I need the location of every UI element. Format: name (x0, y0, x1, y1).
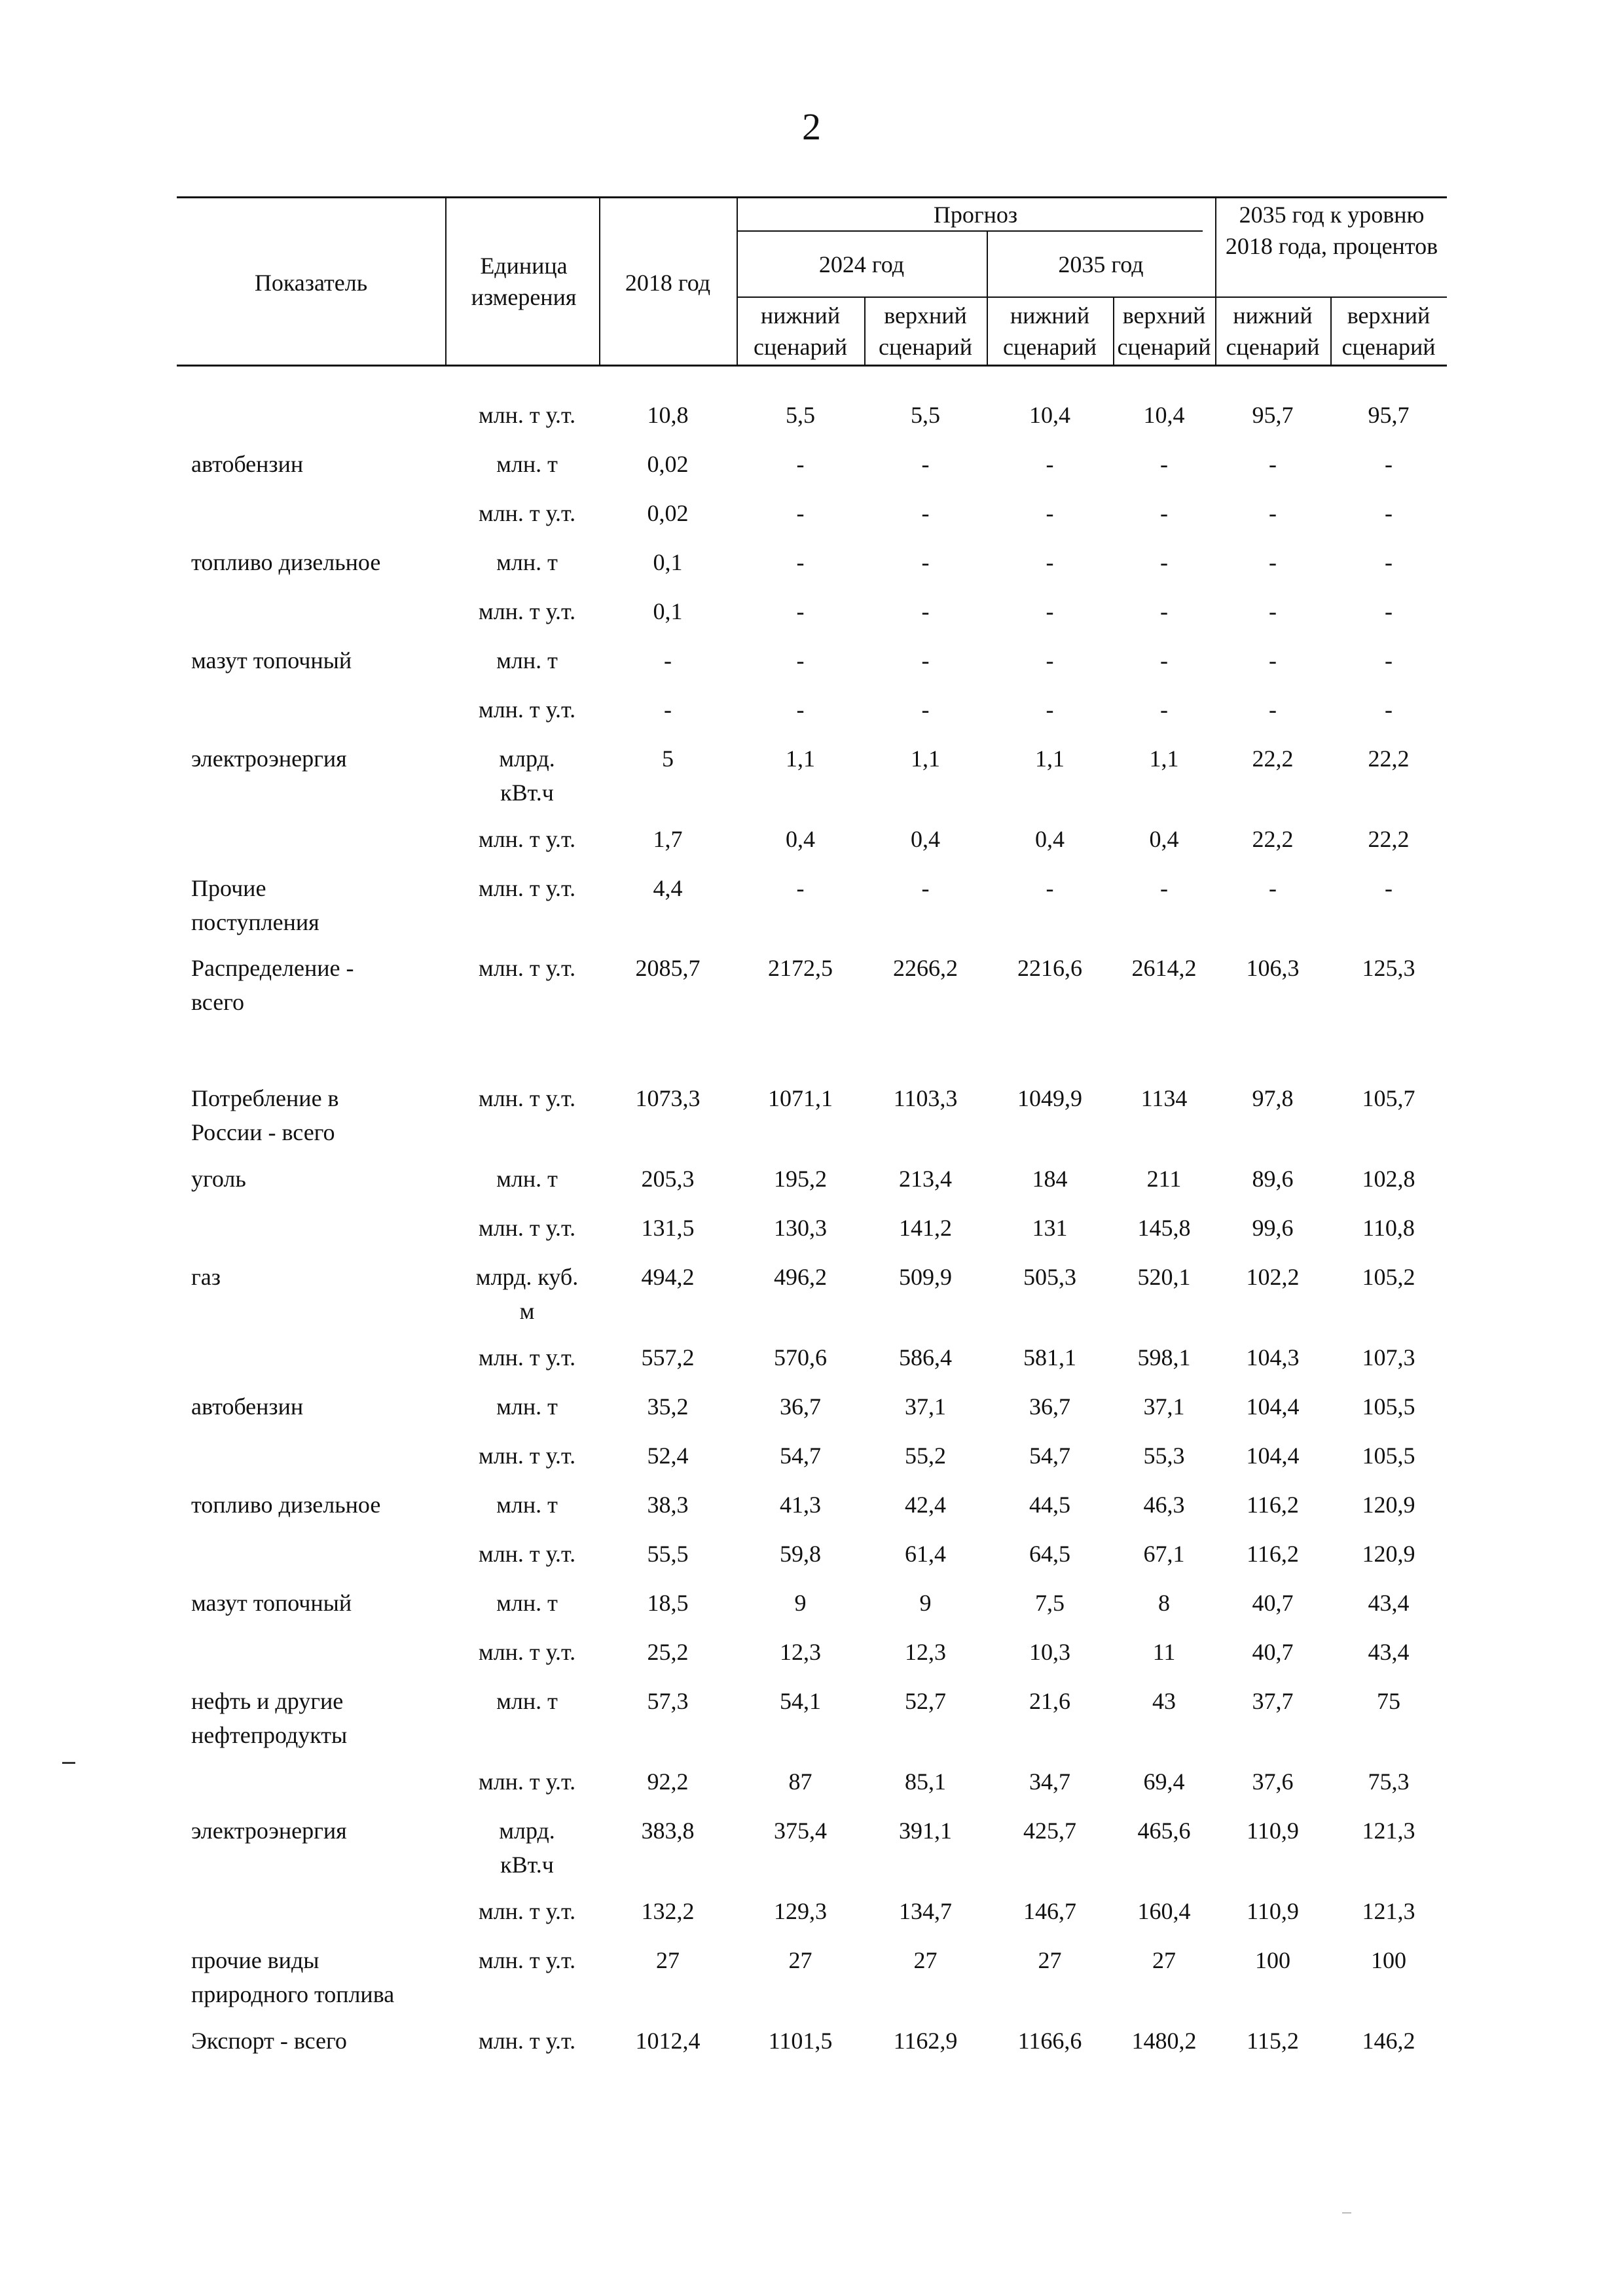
cell-lpct: 104,3 (1246, 1344, 1300, 1371)
cell-l2035: 54,7 (1029, 1443, 1070, 1469)
row-unit: млн. т у.т. (478, 1639, 576, 1665)
cell-u2035: 10,4 (1143, 402, 1185, 428)
cell-u2035: - (1160, 875, 1168, 901)
cell-lpct: 106,3 (1246, 955, 1300, 981)
cell-l2035: 27 (1038, 1947, 1062, 1973)
year-subrule (737, 296, 1447, 298)
header-upper: верхний сценарий (1117, 302, 1211, 360)
cell-l2024: 1,1 (786, 745, 815, 772)
cell-l2024: 130,3 (774, 1215, 827, 1241)
cell-l2035: 10,4 (1029, 402, 1070, 428)
cell-u2024: 12,3 (905, 1639, 946, 1665)
row-unit: млн. т у.т. (478, 1443, 576, 1469)
cell-l2024: - (796, 500, 805, 526)
cell-v2018: 57,3 (647, 1688, 689, 1714)
header-lower: нижний сценарий (1226, 302, 1320, 360)
cell-u2024: - (921, 598, 930, 624)
cell-l2024: 375,4 (774, 1818, 827, 1844)
cell-u2024: 586,4 (899, 1344, 952, 1371)
cell-lpct: 116,2 (1247, 1492, 1299, 1518)
row-label: мазут топочный (191, 647, 352, 673)
row-label: Экспорт - всего (191, 2028, 347, 2054)
row-unit: млн. т (496, 647, 558, 673)
cell-v2018: 4,4 (653, 875, 683, 901)
header-2018: 2018 год (625, 270, 711, 296)
header-ratio: 2035 год к уровню 2018 года, процентов (1225, 202, 1438, 259)
cell-v2018: 92,2 (647, 1768, 689, 1795)
forecast-subrule (737, 230, 1203, 232)
row-label: автобензин (191, 1393, 304, 1420)
cell-u2035: - (1160, 549, 1168, 575)
cell-upct: 105,5 (1362, 1443, 1415, 1469)
cell-v2018: - (664, 647, 672, 673)
cell-u2024: 391,1 (899, 1818, 952, 1844)
cell-upct: 110,8 (1362, 1215, 1415, 1241)
cell-v2018: 5 (662, 745, 674, 772)
margin-mark (62, 1762, 75, 1764)
row-unit: млрд. куб. м (475, 1264, 579, 1324)
cell-u2035: 55,3 (1143, 1443, 1185, 1469)
cell-u2035: - (1160, 647, 1168, 673)
cell-u2024: - (921, 451, 930, 477)
cell-v2018: 27 (656, 1947, 680, 1973)
cell-upct: - (1385, 500, 1393, 526)
cell-v2018: 557,2 (641, 1344, 695, 1371)
cell-u2024: - (921, 696, 930, 723)
cell-lpct: 97,8 (1252, 1085, 1294, 1111)
cell-u2035: 0,4 (1149, 826, 1179, 852)
cell-lpct: - (1269, 696, 1277, 723)
row-label: электроэнергия (191, 745, 347, 772)
cell-v2018: 0,1 (653, 598, 683, 624)
cell-u2024: 9 (919, 1590, 932, 1616)
cell-l2035: 1166,6 (1017, 2028, 1082, 2054)
cell-u2035: 145,8 (1137, 1215, 1191, 1241)
cell-v2018: 18,5 (647, 1590, 689, 1616)
cell-u2035: 465,6 (1137, 1818, 1191, 1844)
cell-v2018: 0,1 (653, 549, 683, 575)
cell-u2024: 37,1 (905, 1393, 946, 1420)
cell-l2035: - (1046, 647, 1054, 673)
cell-v2018: 383,8 (641, 1818, 695, 1844)
row-unit: млн. т (496, 1166, 558, 1192)
cell-u2024: 52,7 (905, 1688, 946, 1714)
cell-lpct: 37,7 (1252, 1688, 1294, 1714)
cell-u2024: 509,9 (899, 1264, 952, 1290)
cell-upct: 75,3 (1368, 1768, 1410, 1795)
row-unit: млн. т у.т. (478, 1215, 576, 1241)
cell-u2024: 5,5 (911, 402, 940, 428)
cell-lpct: 40,7 (1252, 1590, 1294, 1616)
page-number: 2 (802, 105, 821, 148)
cell-v2018: 38,3 (647, 1492, 689, 1518)
cell-upct: 107,3 (1362, 1344, 1415, 1371)
cell-l2024: 0,4 (786, 826, 815, 852)
cell-u2035: 520,1 (1137, 1264, 1191, 1290)
cell-v2018: 2085,7 (635, 955, 701, 981)
cell-l2024: 12,3 (780, 1639, 821, 1665)
row-unit: млн. т у.т. (478, 402, 576, 428)
row-label: прочие виды природного топлива (191, 1947, 395, 2007)
cell-upct: 121,3 (1362, 1818, 1415, 1844)
row-unit: млн. т у.т. (478, 875, 576, 901)
header-2024: 2024 год (818, 251, 905, 278)
row-unit: млн. т (496, 1590, 558, 1616)
row-unit: млн. т у.т. (478, 1947, 576, 1973)
cell-lpct: - (1269, 549, 1277, 575)
cell-upct: - (1385, 549, 1393, 575)
row-unit: млн. т (496, 1393, 558, 1420)
row-unit: млн. т у.т. (478, 598, 576, 624)
cell-l2035: - (1046, 500, 1054, 526)
cell-v2018: 0,02 (647, 500, 689, 526)
cell-v2018: 205,3 (641, 1166, 695, 1192)
row-unit: млн. т у.т. (478, 1768, 576, 1795)
cell-lpct: - (1269, 647, 1277, 673)
header-2035: 2035 год (1058, 251, 1144, 278)
cell-l2035: 36,7 (1029, 1393, 1070, 1420)
cell-u2024: 27 (913, 1947, 938, 1973)
cell-l2035: - (1046, 875, 1054, 901)
cell-v2018: 1073,3 (635, 1085, 701, 1111)
cell-u2024: - (921, 647, 930, 673)
cell-lpct: 22,2 (1252, 826, 1294, 852)
cell-upct: 105,5 (1362, 1393, 1415, 1420)
cell-l2024: - (796, 451, 805, 477)
cell-l2035: 425,7 (1023, 1818, 1076, 1844)
cell-l2035: 34,7 (1029, 1768, 1070, 1795)
cell-l2035: 505,3 (1023, 1264, 1076, 1290)
row-unit: млн. т у.т. (478, 500, 576, 526)
cell-u2035: 46,3 (1143, 1492, 1185, 1518)
cell-lpct: 116,2 (1247, 1541, 1299, 1567)
cell-v2018: 10,8 (647, 402, 689, 428)
cell-upct: - (1385, 598, 1393, 624)
row-label: нефть и другие нефтепродукты (191, 1688, 348, 1748)
cell-l2024: 87 (788, 1768, 812, 1795)
cell-l2035: 184 (1032, 1166, 1068, 1192)
cell-l2024: 54,1 (780, 1688, 821, 1714)
cell-u2035: 67,1 (1143, 1541, 1185, 1567)
cell-lpct: 104,4 (1246, 1393, 1300, 1420)
cell-l2024: 1101,5 (768, 2028, 833, 2054)
cell-u2024: 2266,2 (893, 955, 958, 981)
cell-u2035: 1,1 (1149, 745, 1179, 772)
header-upper: верхний сценарий (1341, 302, 1436, 360)
cell-l2024: 1071,1 (768, 1085, 833, 1111)
cell-l2035: 581,1 (1023, 1344, 1076, 1371)
cell-u2024: 0,4 (911, 826, 940, 852)
row-unit: млн. т у.т. (478, 1085, 576, 1111)
cell-lpct: 100 (1255, 1947, 1290, 1973)
cell-v2018: 35,2 (647, 1393, 689, 1420)
header-forecast: Прогноз (933, 202, 1018, 228)
cell-u2035: - (1160, 696, 1168, 723)
cell-u2024: 42,4 (905, 1492, 946, 1518)
cell-u2024: 213,4 (899, 1166, 952, 1192)
cell-u2035: 37,1 (1143, 1393, 1185, 1420)
row-unit: млн. т (496, 1688, 558, 1714)
cell-l2024: 496,2 (774, 1264, 827, 1290)
cell-l2035: - (1046, 549, 1054, 575)
cell-u2035: 69,4 (1143, 1768, 1185, 1795)
header-lower: нижний сценарий (754, 302, 847, 360)
scan-speck (1342, 2212, 1351, 2214)
cell-l2024: 27 (788, 1947, 812, 1973)
cell-l2035: 10,3 (1029, 1639, 1070, 1665)
cell-l2024: - (796, 696, 805, 723)
cell-l2024: 54,7 (780, 1443, 821, 1469)
row-unit: млн. т у.т. (478, 696, 576, 723)
cell-lpct: 22,2 (1252, 745, 1294, 772)
cell-lpct: 110,9 (1247, 1898, 1299, 1924)
cell-lpct: - (1269, 451, 1277, 477)
cell-upct: - (1385, 647, 1393, 673)
cell-u2024: 141,2 (899, 1215, 952, 1241)
cell-l2024: - (796, 875, 805, 901)
cell-l2024: 36,7 (780, 1393, 821, 1420)
row-unit: млрд. кВт.ч (499, 1818, 555, 1878)
cell-v2018: - (664, 696, 672, 723)
cell-u2035: 43 (1152, 1688, 1176, 1714)
cell-v2018: 55,5 (647, 1541, 689, 1567)
cell-u2035: 2614,2 (1131, 955, 1197, 981)
cell-l2024: 59,8 (780, 1541, 821, 1567)
cell-v2018: 52,4 (647, 1443, 689, 1469)
cell-u2024: 134,7 (899, 1898, 952, 1924)
row-label: Потребление в России - всего (191, 1085, 339, 1145)
row-label: электроэнергия (191, 1818, 347, 1844)
row-label: Прочие поступления (191, 875, 319, 935)
cell-upct: 22,2 (1368, 826, 1410, 852)
cell-lpct: 40,7 (1252, 1639, 1294, 1665)
cell-u2035: 1480,2 (1131, 2028, 1197, 2054)
cell-l2024: 129,3 (774, 1898, 827, 1924)
cell-lpct: - (1269, 875, 1277, 901)
cell-u2035: 27 (1152, 1947, 1176, 1973)
cell-l2035: - (1046, 598, 1054, 624)
header-upper: верхний сценарий (879, 302, 972, 360)
cell-lpct: 89,6 (1252, 1166, 1294, 1192)
cell-upct: 100 (1371, 1947, 1406, 1973)
cell-u2035: 1134 (1140, 1085, 1188, 1111)
cell-v2018: 1012,4 (635, 2028, 701, 2054)
cell-l2024: - (796, 647, 805, 673)
cell-l2035: 146,7 (1023, 1898, 1076, 1924)
cell-lpct: 110,9 (1247, 1818, 1299, 1844)
cell-l2035: 21,6 (1029, 1688, 1070, 1714)
cell-lpct: 99,6 (1252, 1215, 1294, 1241)
cell-l2035: - (1046, 696, 1054, 723)
cell-l2024: 41,3 (780, 1492, 821, 1518)
cell-l2035: 64,5 (1029, 1541, 1070, 1567)
cell-u2024: 1,1 (911, 745, 940, 772)
cell-lpct: - (1269, 598, 1277, 624)
cell-upct: 22,2 (1368, 745, 1410, 772)
cell-u2035: 211 (1146, 1166, 1182, 1192)
cell-upct: 105,2 (1362, 1264, 1415, 1290)
cell-l2035: 1049,9 (1017, 1085, 1082, 1111)
cell-v2018: 494,2 (641, 1264, 695, 1290)
row-label: автобензин (191, 451, 304, 477)
row-unit: млрд. кВт.ч (499, 745, 555, 806)
cell-u2024: 85,1 (905, 1768, 946, 1795)
row-unit: млн. т (496, 1492, 558, 1518)
cell-upct: 102,8 (1362, 1166, 1415, 1192)
cell-v2018: 25,2 (647, 1639, 689, 1665)
header-lower: нижний сценарий (1003, 302, 1097, 360)
row-unit: млн. т у.т. (478, 1344, 576, 1371)
row-label: газ (191, 1264, 221, 1290)
cell-l2024: - (796, 598, 805, 624)
cell-u2024: 55,2 (905, 1443, 946, 1469)
cell-lpct: 95,7 (1252, 402, 1294, 428)
header-indicator: Показатель (254, 270, 368, 296)
cell-u2035: - (1160, 598, 1168, 624)
cell-upct: 75 (1377, 1688, 1400, 1714)
row-unit: млн. т у.т. (478, 2028, 576, 2054)
cell-lpct: 104,4 (1246, 1443, 1300, 1469)
cell-u2024: - (921, 549, 930, 575)
row-unit: млн. т у.т. (478, 1541, 576, 1567)
header-bottom-rule (177, 365, 1447, 367)
cell-l2024: 5,5 (786, 402, 815, 428)
cell-l2035: - (1046, 451, 1054, 477)
cell-l2035: 131 (1032, 1215, 1068, 1241)
cell-u2035: 160,4 (1137, 1898, 1191, 1924)
cell-l2035: 7,5 (1035, 1590, 1065, 1616)
cell-l2035: 1,1 (1035, 745, 1065, 772)
cell-v2018: 0,02 (647, 451, 689, 477)
cell-u2035: 598,1 (1137, 1344, 1191, 1371)
cell-l2024: 2172,5 (768, 955, 833, 981)
row-label: Распределение - всего (191, 955, 354, 1015)
cell-upct: - (1385, 696, 1393, 723)
row-unit: млн. т у.т. (478, 826, 576, 852)
cell-upct: 43,4 (1368, 1590, 1410, 1616)
cell-u2024: 1162,9 (893, 2028, 958, 2054)
cell-u2024: - (921, 875, 930, 901)
cell-u2035: 8 (1158, 1590, 1170, 1616)
cell-l2024: - (796, 549, 805, 575)
cell-upct: 105,7 (1362, 1085, 1415, 1111)
row-label: уголь (191, 1166, 246, 1192)
cell-u2035: 11 (1152, 1639, 1176, 1665)
row-label: мазут топочный (191, 1590, 352, 1616)
cell-upct: 120,9 (1362, 1492, 1415, 1518)
row-label: топливо дизельное (191, 549, 381, 575)
cell-l2024: 570,6 (774, 1344, 827, 1371)
cell-u2035: - (1160, 451, 1168, 477)
cell-l2035: 0,4 (1035, 826, 1065, 852)
row-unit: млн. т (496, 549, 558, 575)
cell-upct: - (1385, 451, 1393, 477)
row-unit: млн. т у.т. (478, 955, 576, 981)
cell-u2024: 61,4 (905, 1541, 946, 1567)
cell-u2035: - (1160, 500, 1168, 526)
row-label: топливо дизельное (191, 1492, 381, 1518)
cell-upct: 146,2 (1362, 2028, 1415, 2054)
cell-upct: 120,9 (1362, 1541, 1415, 1567)
cell-lpct: 102,2 (1246, 1264, 1300, 1290)
header-unit: Единица измерения (471, 253, 577, 310)
cell-lpct: - (1269, 500, 1277, 526)
cell-l2024: 9 (794, 1590, 807, 1616)
cell-upct: 95,7 (1368, 402, 1410, 428)
cell-upct: 43,4 (1368, 1639, 1410, 1665)
row-unit: млн. т у.т. (478, 1898, 576, 1924)
cell-lpct: 37,6 (1252, 1768, 1294, 1795)
cell-u2024: - (921, 500, 930, 526)
cell-l2024: 195,2 (774, 1166, 827, 1192)
header-divider (445, 196, 447, 365)
cell-upct: - (1385, 875, 1393, 901)
cell-l2035: 2216,6 (1017, 955, 1082, 981)
table-top-rule (177, 196, 1447, 198)
cell-v2018: 132,2 (641, 1898, 695, 1924)
cell-u2024: 1103,3 (893, 1085, 958, 1111)
cell-upct: 121,3 (1362, 1898, 1415, 1924)
cell-upct: 125,3 (1362, 955, 1415, 981)
cell-v2018: 131,5 (641, 1215, 695, 1241)
cell-v2018: 1,7 (653, 826, 683, 852)
cell-lpct: 115,2 (1247, 2028, 1299, 2054)
row-unit: млн. т (496, 451, 558, 477)
cell-l2035: 44,5 (1029, 1492, 1070, 1518)
